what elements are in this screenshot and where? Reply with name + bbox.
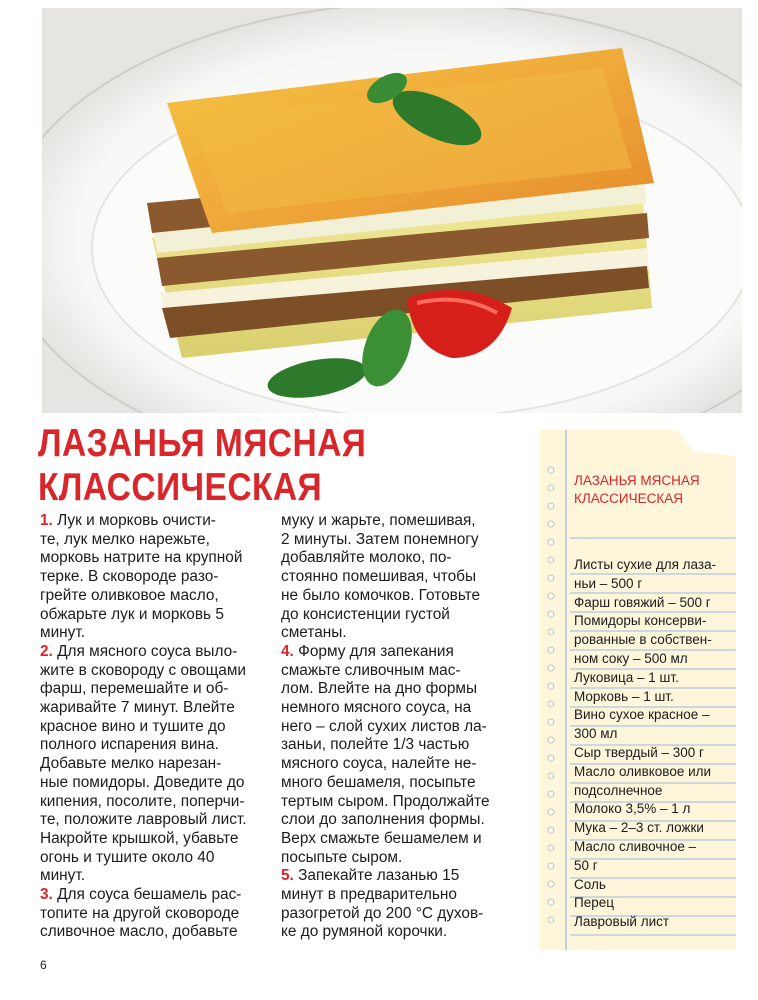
ingredient-line: Листы сухие для лаза- — [574, 557, 717, 572]
step-text: Добавьте мелко нарезан- — [40, 755, 222, 773]
step-text: Форму для запекания — [293, 642, 454, 660]
note-title — [574, 472, 724, 508]
step-4 — [281, 643, 509, 867]
step-text: морковь натрите на крупной — [40, 549, 243, 567]
step-text: него – слой сухих листов ла- — [281, 717, 487, 735]
step-text: разогретой до 200 °С духов- — [281, 904, 484, 922]
steps-column-2 — [281, 512, 509, 942]
step-text: немного мясного соуса, на — [281, 699, 472, 717]
step-text: минут. — [40, 624, 85, 642]
step-text: грейте оливковое масло, — [40, 586, 219, 604]
step-text: кипения, посолите, поперчи- — [40, 792, 245, 810]
step-text: Накройте крышкой, убавьте — [40, 829, 239, 847]
step-text: Лук и морковь очисти- — [52, 512, 216, 529]
step-text: фарш, перемешайте и об- — [40, 680, 229, 698]
step-text: добавляйте молоко, по- — [281, 549, 452, 567]
ingredient-line: Молоко 3,5% – 1 л — [574, 801, 691, 817]
ingredient-line: Мука – 2–3 ст. ложки — [574, 820, 704, 836]
step-number: 1. — [40, 512, 53, 529]
step-text: сливочное масло, добавьте — [40, 923, 238, 941]
recipe-title — [38, 422, 451, 510]
step-text: красное вино и тушите до — [40, 717, 226, 735]
ingredient-line: ньи – 500 г — [574, 575, 643, 591]
ingredients-list — [574, 556, 730, 932]
step-text: Верх смажьте бешамелем и — [281, 829, 482, 847]
ingredient-line: Вино сухое красное – — [574, 707, 710, 723]
step-3-continued — [281, 512, 509, 643]
ingredient-line: рованные в собствен- — [574, 632, 712, 648]
ingredient-line: Луковица – 1 шт. — [574, 669, 679, 685]
ingredient-line: Фарш говяжий – 500 г — [574, 594, 711, 610]
step-1 — [40, 512, 272, 643]
ingredient-line: Сыр твердый – 300 г — [574, 744, 704, 760]
step-text: 2 минуты. Затем понемногу — [281, 530, 479, 548]
note-title-line-2: КЛАССИЧЕСКАЯ — [574, 491, 684, 506]
step-text: слои до заполнения формы. — [281, 811, 485, 829]
step-text: смажьте сливочным мас- — [281, 661, 461, 679]
step-text: много бешамеля, посыпьте — [281, 773, 476, 791]
step-text: полного испарения вина. — [40, 736, 219, 754]
note-title-line-1: ЛАЗАНЬЯ МЯСНАЯ — [574, 473, 700, 488]
step-text: тертым сыром. Продолжайте — [281, 792, 490, 810]
step-number: 4. — [281, 642, 294, 660]
step-text: Для мясного соуса выло- — [52, 642, 238, 660]
ingredient-line: Лавровый лист — [574, 914, 670, 930]
step-text: минут. — [40, 867, 85, 885]
step-text: огонь и тушите около 40 — [40, 848, 215, 866]
steps-column-1 — [40, 512, 272, 942]
step-text: топите на другой сковороде — [40, 904, 240, 922]
title-line-2: КЛАССИЧЕСКАЯ — [38, 466, 323, 509]
step-text: муку и жарьте, помешивая, — [281, 512, 476, 529]
step-text: лом. Влейте на дно формы — [281, 680, 478, 698]
step-text: посыпьте сыром. — [281, 848, 403, 866]
step-text: не было комочков. Готовьте — [281, 586, 481, 604]
step-text: мясного соуса, налейте не- — [281, 755, 477, 773]
step-text: сметаны. — [281, 624, 347, 642]
step-text: минут в предварительно — [281, 886, 457, 904]
title-line-1: ЛАЗАНЬЯ МЯСНАЯ — [38, 422, 367, 465]
lasagna-photo — [42, 8, 742, 413]
step-text: ке до румяной корочки. — [281, 923, 448, 941]
ingredient-line: Перец — [574, 895, 614, 911]
ingredient-line: ном соку – 500 мл — [574, 650, 688, 666]
step-text: стоянно помешивая, чтобы — [281, 568, 477, 586]
step-3 — [40, 886, 272, 942]
step-text: жаривайте 7 минут. Влейте — [40, 699, 235, 717]
step-text: те, лук мелко нарежьте, — [40, 530, 210, 548]
ingredient-line: 300 мл — [574, 726, 618, 742]
ingredient-line: Помидоры консерви- — [574, 613, 707, 629]
step-text: ные помидоры. Доведите до — [40, 773, 245, 791]
ingredient-line: Соль — [574, 876, 606, 892]
page-number: 6 — [40, 958, 47, 972]
step-number: 5. — [281, 867, 294, 885]
step-text: Запекайте лазанью 15 — [293, 867, 460, 885]
step-text: обжарьте лук и морковь 5 — [40, 605, 224, 623]
step-text: те, положите лавровый лист. — [40, 811, 247, 829]
step-5 — [281, 867, 509, 942]
step-text: терке. В сковороде разо- — [40, 568, 219, 586]
step-number: 3. — [40, 886, 53, 904]
step-text: до консистенции густой — [281, 605, 450, 623]
ingredient-line: Морковь – 1 шт. — [574, 688, 674, 704]
step-text: Для соуса бешамель рас- — [52, 886, 242, 904]
ingredient-line: Масло сливочное – — [574, 838, 697, 854]
ingredient-line: подсолнечное — [574, 782, 663, 798]
ingredient-line: Масло оливковое или — [574, 763, 712, 779]
step-number: 2. — [40, 642, 53, 660]
step-text: заньи, полейте 1/3 частью — [281, 736, 470, 754]
step-2 — [40, 643, 272, 886]
step-text: жите в сковороду с овощами — [40, 661, 247, 679]
ingredient-line: 50 г — [574, 857, 598, 873]
